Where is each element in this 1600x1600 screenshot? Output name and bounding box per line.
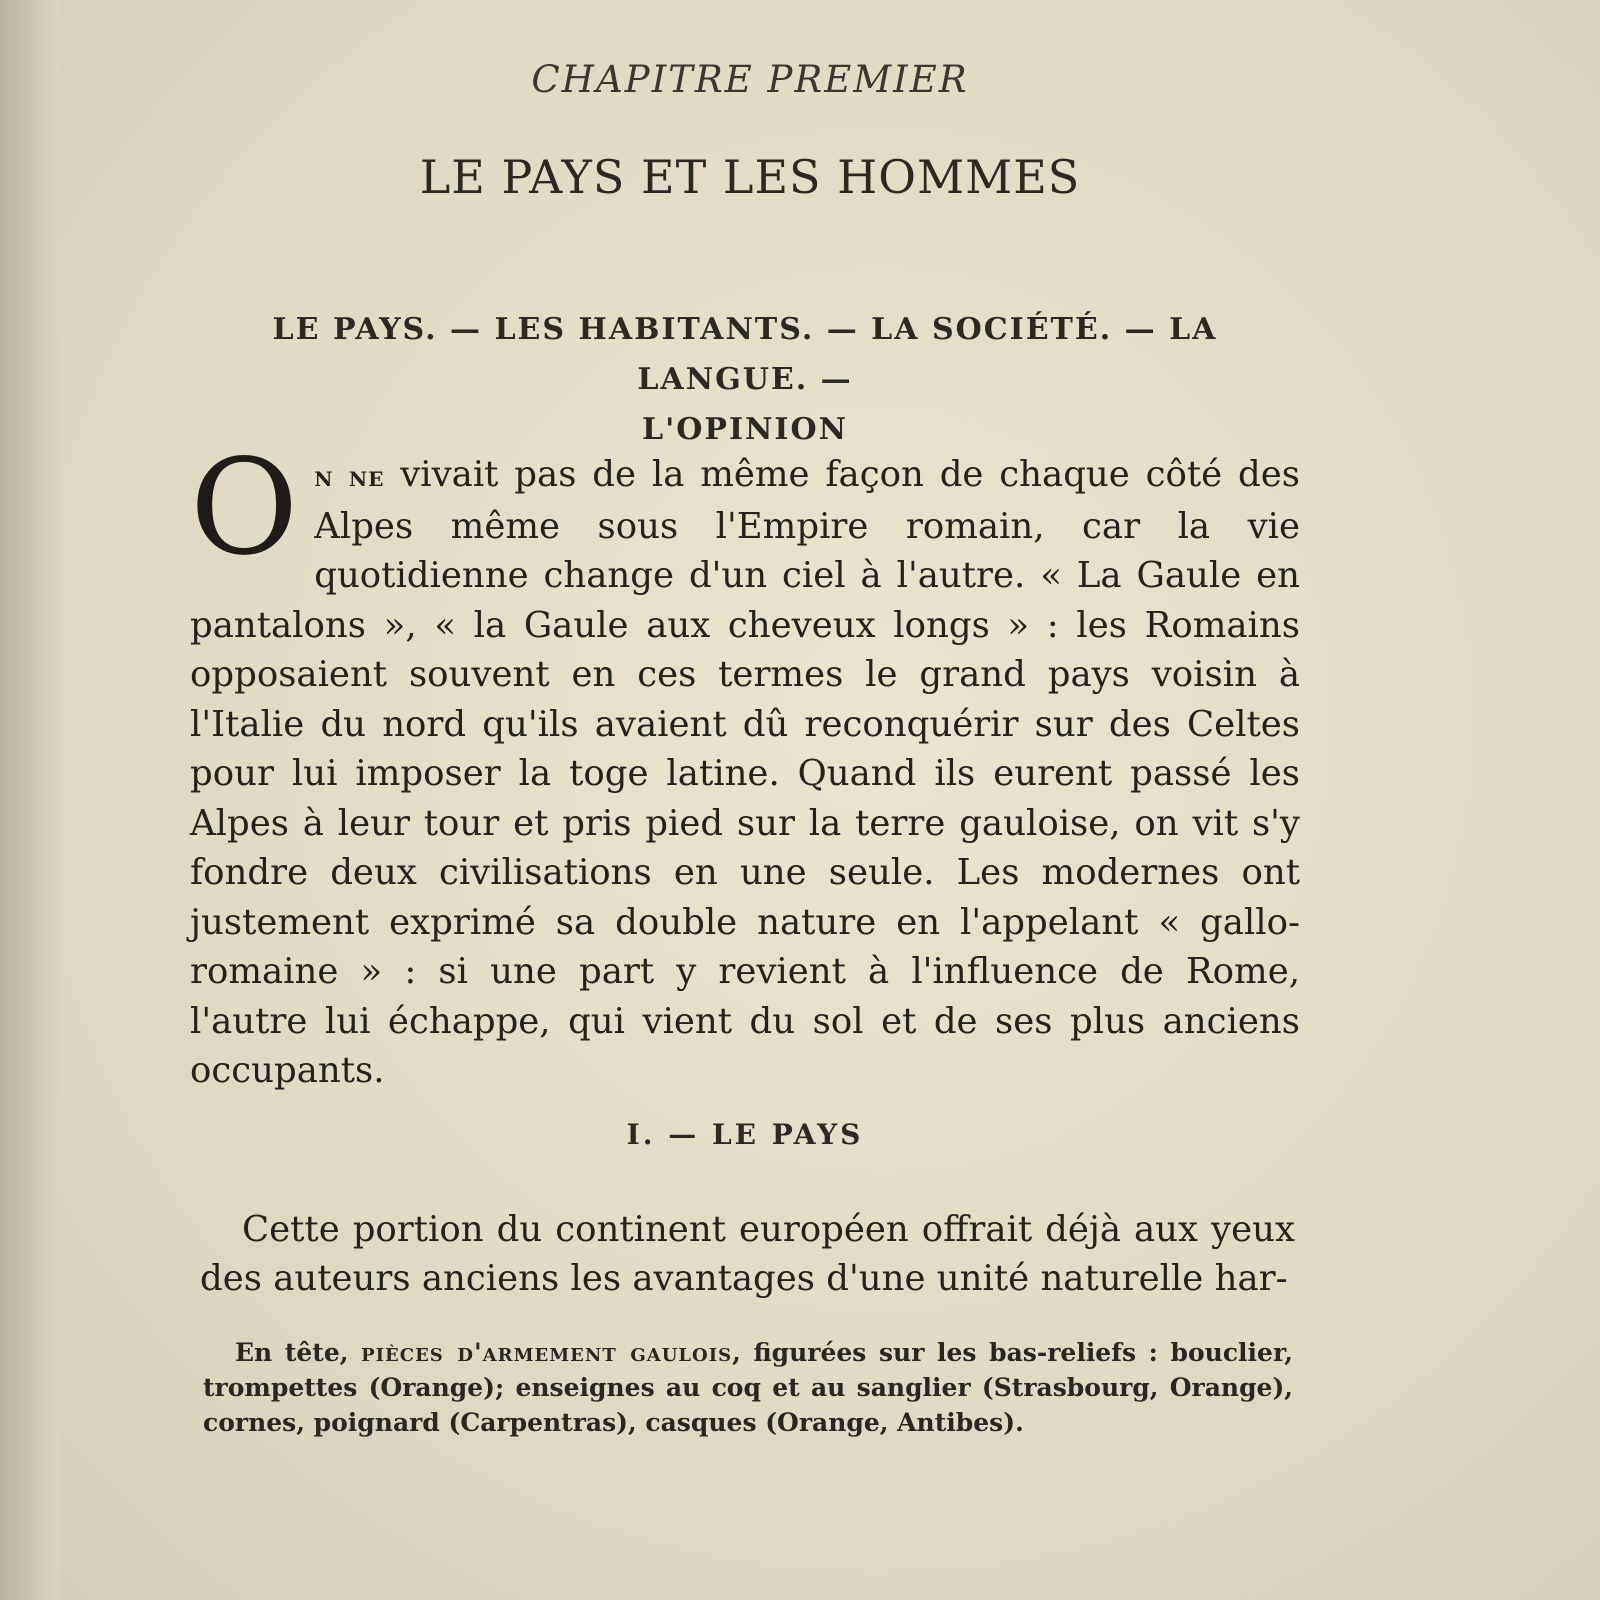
caption-caps: pièces d'armement gaulois bbox=[361, 1338, 733, 1367]
section-heading: I. — LE PAYS bbox=[626, 1118, 864, 1151]
summary-line-2: L'OPINION bbox=[641, 412, 848, 447]
intro-text: vivait pas de la même façon de chaque côté des Alpes même sous l'Empire romain, car la vie quotidienne change d'un ciel à l'autre. « La Gaule en pantalons », « la Gaule aux cheveux longs » : les Romains opposaient souvent en ces termes le grand pays voisin à l'Italie du nord qu'ils avaient dû reconquérir sur des Celtes pour lui imposer la toge latine. Quand ils eurent passé les Alpes à leur tour et pris pied sur la terre gauloise, on vit s'y fondre deux civilisations en une seule. Les modernes ont justement exprimé sa double nature en l'appelant « gallo-romaine » : si une part y revient à l'influence de Rome, l'autre lui échappe, qui vient du sol et de ses plus anciens occupants. bbox=[190, 454, 1300, 1091]
chapter-title: LE PAYS ET LES HOMMES bbox=[419, 150, 1081, 204]
intro-paragraph bbox=[190, 431, 1300, 1096]
chapter-label: CHAPITRE PREMIER bbox=[531, 58, 969, 101]
drop-cap: O bbox=[190, 431, 299, 585]
caption-prefix: En tête, bbox=[235, 1338, 362, 1367]
intro-lead-caps: n ne bbox=[314, 460, 385, 493]
caption-text: , figurées sur les bas-reliefs : bouclier, trompettes (Orange); enseignes au coq et au sanglier (Strasbourg, Orange), cornes, poignard (Carpentras), casques (Orange, Antibes). bbox=[203, 1338, 1294, 1437]
section-paragraph: Cette portion du continent européen offrait déjà aux yeux des auteurs anciens les avantages d'une unité naturelle har- bbox=[200, 1209, 1295, 1299]
summary-line-1: LE PAYS. — LES HABITANTS. — LA SOCIÉTÉ. — LA LANGUE. — bbox=[272, 312, 1218, 397]
chapter-summary bbox=[190, 305, 1300, 455]
figure-caption bbox=[203, 1335, 1293, 1440]
page-gutter-shadow bbox=[0, 0, 60, 1600]
